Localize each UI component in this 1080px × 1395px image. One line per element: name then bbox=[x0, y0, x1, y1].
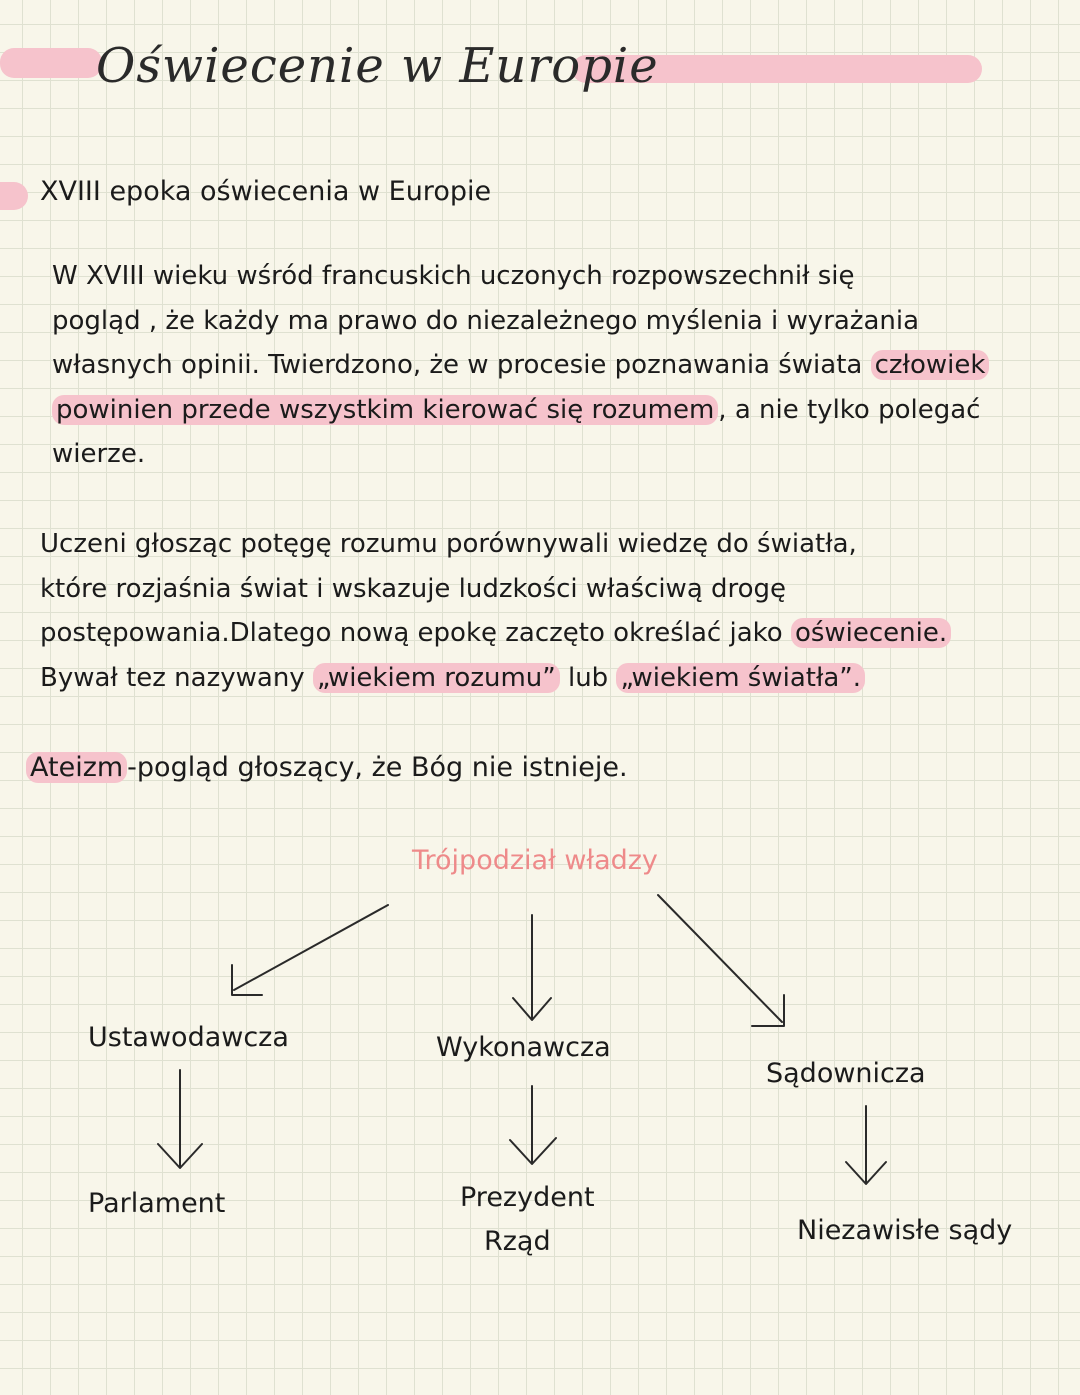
node-rzad: Rząd bbox=[484, 1226, 551, 1257]
definition-text: -pogląd głoszący, że Bóg nie istnieje. bbox=[127, 752, 628, 783]
arrow-to-niezawisle-sady bbox=[846, 1106, 886, 1184]
node-parlament: Parlament bbox=[88, 1188, 226, 1219]
definition-term: Ateizm bbox=[26, 752, 127, 783]
paragraph-1-line-3-text: własnych opinii. Twierdzono, że w procesie poznawania świata bbox=[52, 350, 871, 380]
paragraph-1-line-2: pogląd , że każdy ma prawo do niezależnego myślenia i wyrażania bbox=[52, 305, 920, 336]
node-ustawodawcza: Ustawodawcza bbox=[88, 1022, 289, 1053]
highlight-wiek-swiatla: „wiekiem światła”. bbox=[616, 663, 865, 693]
paragraph-1-line-4-text: , a nie tylko polegać bbox=[718, 394, 981, 425]
arrow-to-wykonawcza bbox=[513, 915, 551, 1020]
node-sadownicza: Sądownicza bbox=[766, 1058, 926, 1089]
diagram-title: Trójpodział władzy bbox=[412, 845, 658, 876]
arrow-to-parlament bbox=[158, 1070, 202, 1168]
node-wykonawcza: Wykonawcza bbox=[436, 1032, 611, 1063]
paragraph-1-line-5: wierze. bbox=[52, 439, 146, 469]
node-niezawisle-sady: Niezawisłe sądy bbox=[797, 1215, 1013, 1246]
highlight-rozum: powinien przede wszystkim kierować się rozumem bbox=[52, 395, 718, 425]
arrow-to-sadownicza bbox=[658, 895, 784, 1026]
section-heading: XVIII epoka oświecenia w Europie bbox=[40, 176, 492, 207]
highlight-oswiecenie: oświecenie. bbox=[791, 618, 951, 648]
paragraph-1-line-1: W XVIII wieku wśród francuskich uczonych rozpowszechnił się bbox=[52, 261, 855, 291]
paragraph-2-line-2: które rozjaśnia świat i wskazuje ludzkości właściwą drogę bbox=[40, 573, 787, 604]
paragraph-2-line-4-text-b: lub bbox=[559, 662, 617, 693]
highlight-czlowiek: człowiek bbox=[871, 350, 990, 380]
paragraph-2-line-1: Uczeni głosząc potęgę rozumu porównywali wiedzę do światła, bbox=[40, 529, 857, 559]
arrow-to-prezydent bbox=[510, 1086, 556, 1164]
node-prezydent: Prezydent bbox=[460, 1182, 595, 1213]
paragraph-2-line-4-text-a: Bywał tez nazywany bbox=[40, 662, 313, 693]
arrow-to-ustawodawcza bbox=[232, 905, 388, 995]
page-title: Oświecenie w Europie bbox=[96, 38, 659, 94]
paragraph-2-line-3-text: postępowania.Dlatego nową epokę zaczęto określać jako bbox=[40, 618, 791, 648]
highlight-wiek-rozumu: „wiekiem rozumu” bbox=[313, 663, 560, 693]
